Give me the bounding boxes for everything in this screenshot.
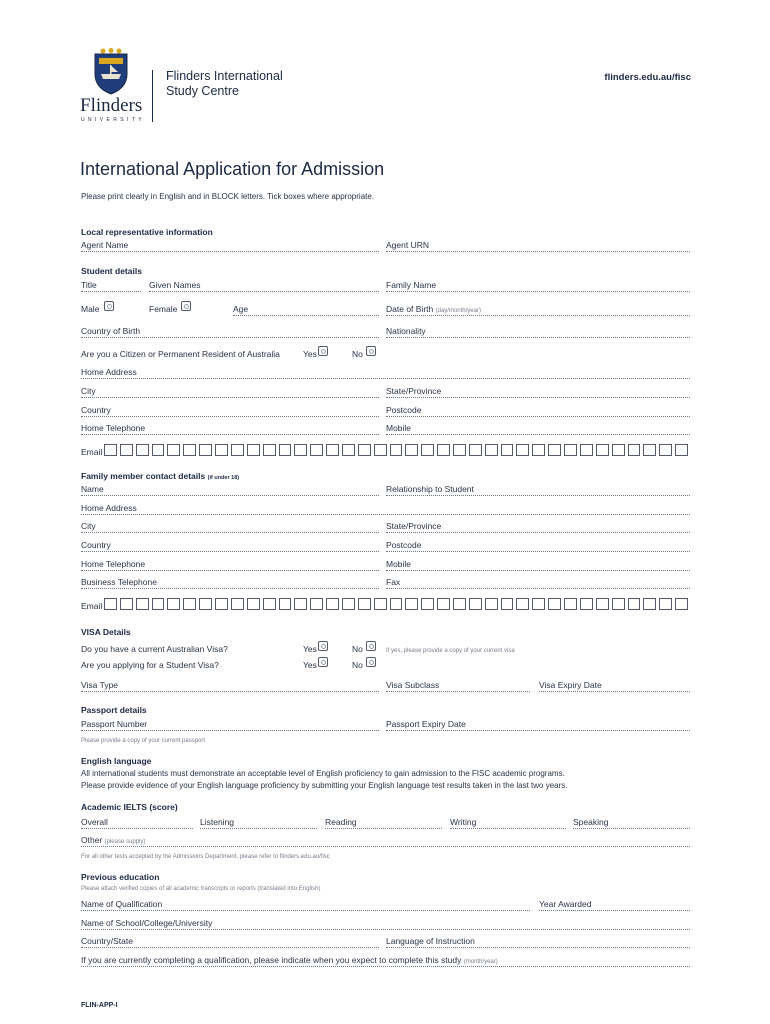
relationship-field[interactable]	[386, 495, 690, 496]
year-awarded-label: Year Awarded	[539, 899, 592, 909]
instructions-text: Please print clearly in English and in BLOCK letters. Tick boxes where appropriate.	[81, 192, 375, 201]
family-city-label: City	[81, 521, 96, 531]
email-char-box[interactable]	[390, 444, 403, 456]
dob-text: Date of Birth	[386, 304, 434, 314]
visa-subclass-label: Visa Subclass	[386, 680, 440, 690]
home-tel-label: Home Telephone	[81, 423, 146, 433]
family-heading-hint: (if under 18)	[207, 475, 240, 481]
business-tel-field[interactable]	[81, 588, 379, 589]
writing-label: Writing	[450, 817, 477, 827]
logo-wordmark: Flinders	[80, 95, 143, 116]
email-char-box[interactable]	[596, 444, 609, 456]
reading-label: Reading	[325, 817, 357, 827]
local-rep-heading: Local representative information	[81, 227, 213, 237]
email-char-box[interactable]	[199, 598, 212, 610]
family-heading	[81, 471, 239, 483]
family-state-label: State/Province	[386, 521, 442, 531]
form-code: FLIN-APP-I	[81, 1002, 118, 1009]
centre-name-line2: Study Centre	[166, 84, 239, 98]
email-char-box[interactable]	[167, 598, 180, 610]
dob-hint: (day/month/year)	[435, 308, 481, 314]
email-char-box[interactable]	[279, 444, 292, 456]
visa-type-field[interactable]	[81, 691, 379, 692]
header-divider	[152, 70, 153, 122]
male-label: Male	[81, 304, 100, 314]
home-tel-field[interactable]	[81, 434, 379, 435]
family-name-field[interactable]	[81, 495, 379, 496]
student-visa-yes-label: Yes	[303, 660, 317, 670]
flinders-crest-icon	[89, 48, 133, 96]
family-mobile-label: Mobile	[386, 559, 412, 569]
email-char-box[interactable]	[501, 444, 514, 456]
agent-name-label: Agent Name	[81, 240, 129, 250]
visa-current-yes-checkbox[interactable]	[318, 641, 328, 651]
visa-hint: If yes, please provide a copy of your current visa	[386, 648, 515, 654]
email-char-box[interactable]	[183, 598, 196, 610]
email-char-box[interactable]	[485, 444, 498, 456]
title-label: Title	[81, 280, 97, 290]
education-heading: Previous education	[81, 872, 160, 882]
student-visa-question: Are you applying for a Student Visa?	[81, 660, 219, 670]
email-char-box[interactable]	[326, 444, 339, 456]
email-char-box[interactable]	[294, 444, 307, 456]
language-label: Language of Instruction	[386, 936, 475, 946]
age-field[interactable]	[233, 315, 379, 316]
email-char-box[interactable]	[564, 444, 577, 456]
student-email-boxes[interactable]	[104, 444, 691, 456]
email-char-box[interactable]	[136, 444, 149, 456]
visa-expiry-label: Visa Expiry Date	[539, 680, 602, 690]
email-char-box[interactable]	[596, 598, 609, 610]
family-home-tel-field[interactable]	[81, 570, 379, 571]
passport-note: Please provide a copy of your current passport	[81, 738, 206, 744]
email-char-box[interactable]	[453, 598, 466, 610]
email-char-box[interactable]	[263, 598, 276, 610]
given-names-label: Given Names	[149, 280, 201, 290]
email-char-box[interactable]	[342, 598, 355, 610]
family-heading-text: Family member contact details	[81, 471, 206, 481]
email-char-box[interactable]	[453, 444, 466, 456]
english-note: For all other tests accepted by the Admissions Department, please refer to flinders.edu.au/fisc	[81, 854, 330, 860]
email-char-box[interactable]	[548, 444, 561, 456]
email-label: Email	[81, 447, 103, 457]
postcode-field[interactable]	[386, 416, 690, 417]
family-name-label: Family Name	[386, 280, 437, 290]
family-city-field[interactable]	[81, 532, 379, 533]
year-awarded-field[interactable]	[539, 910, 690, 911]
email-char-box[interactable]	[628, 444, 641, 456]
english-paragraph-1: All international students must demonstrate an acceptable level of English proficiency to gain admission to the FISC academic programs.	[81, 769, 565, 778]
email-char-box[interactable]	[120, 598, 133, 610]
city-label: City	[81, 386, 96, 396]
email-char-box[interactable]	[104, 444, 117, 456]
female-checkbox[interactable]	[181, 301, 191, 311]
email-char-box[interactable]	[548, 598, 561, 610]
email-char-box[interactable]	[247, 598, 260, 610]
nationality-label: Nationality	[386, 326, 426, 336]
mobile-field[interactable]	[386, 434, 690, 435]
country-of-birth-label: Country of Birth	[81, 326, 141, 336]
flinders-logo	[80, 48, 146, 128]
given-names-field[interactable]	[149, 291, 379, 292]
email-char-box[interactable]	[358, 598, 371, 610]
family-mobile-field[interactable]	[386, 570, 690, 571]
email-char-box[interactable]	[564, 598, 577, 610]
email-char-box[interactable]	[421, 598, 434, 610]
ielts-heading: Academic IELTS (score)	[81, 802, 178, 812]
school-field[interactable]	[81, 929, 690, 930]
age-label: Age	[233, 304, 249, 314]
email-char-box[interactable]	[421, 444, 434, 456]
english-paragraph-2: Please provide evidence of your English language proficiency by submitting your English language test results taken in the last two years.	[81, 781, 568, 790]
completing-hint: (month/year)	[463, 959, 498, 965]
home-address-field[interactable]	[81, 378, 690, 379]
writing-field[interactable]	[450, 828, 566, 829]
family-name-field[interactable]	[386, 291, 690, 292]
header-url[interactable]: flinders.edu.au/fisc	[604, 72, 691, 83]
mobile-label: Mobile	[386, 423, 412, 433]
visa-current-no-checkbox[interactable]	[366, 641, 376, 651]
email-char-box[interactable]	[643, 598, 656, 610]
state-field[interactable]	[386, 397, 690, 398]
family-country-field[interactable]	[81, 551, 379, 552]
email-char-box[interactable]	[247, 444, 260, 456]
female-label: Female	[149, 304, 178, 314]
family-state-field[interactable]	[386, 532, 690, 533]
email-char-box[interactable]	[516, 444, 529, 456]
country-label: Country	[81, 405, 111, 415]
email-char-box[interactable]	[120, 444, 133, 456]
email-char-box[interactable]	[374, 444, 387, 456]
email-char-box[interactable]	[199, 444, 212, 456]
qualification-field[interactable]	[81, 910, 530, 911]
title-field[interactable]	[81, 291, 141, 292]
email-char-box[interactable]	[358, 444, 371, 456]
email-char-box[interactable]	[104, 598, 117, 610]
email-char-box[interactable]	[659, 598, 672, 610]
email-char-box[interactable]	[310, 444, 323, 456]
education-note: Please attach verified copies of all academic transcripts or reports (translated into English)	[81, 886, 321, 892]
other-field[interactable]	[81, 846, 690, 847]
page-title: International Application for Admission	[80, 159, 385, 179]
overall-field[interactable]	[81, 828, 193, 829]
fax-label: Fax	[386, 577, 401, 587]
family-name-label: Name	[81, 484, 104, 494]
email-char-box[interactable]	[612, 444, 625, 456]
home-address-label: Home Address	[81, 367, 137, 377]
nationality-field[interactable]	[386, 337, 690, 338]
email-char-box[interactable]	[516, 598, 529, 610]
family-country-label: Country	[81, 540, 111, 550]
visa-expiry-field[interactable]	[539, 691, 690, 692]
speaking-label: Speaking	[573, 817, 609, 827]
dob-field[interactable]	[386, 315, 690, 316]
visa-heading: VISA Details	[81, 627, 131, 637]
citizen-no-label: No	[352, 349, 363, 359]
email-char-box[interactable]	[326, 598, 339, 610]
visa-type-label: Visa Type	[81, 680, 119, 690]
email-char-box[interactable]	[136, 598, 149, 610]
citizen-no-checkbox[interactable]	[366, 346, 376, 356]
relationship-label: Relationship to Student	[386, 484, 474, 494]
email-char-box[interactable]	[469, 598, 482, 610]
agent-urn-label: Agent URN	[386, 240, 429, 250]
family-email-boxes[interactable]	[104, 598, 691, 610]
email-char-box[interactable]	[374, 598, 387, 610]
student-visa-yes-checkbox[interactable]	[318, 657, 328, 667]
email-char-box[interactable]	[231, 598, 244, 610]
agent-urn-field[interactable]	[386, 251, 690, 252]
visa-current-question: Do you have a current Australian Visa?	[81, 644, 228, 654]
family-address-field[interactable]	[81, 514, 690, 515]
passport-number-label: Passport Number	[81, 719, 148, 729]
other-text: Other	[81, 835, 103, 845]
completing-field[interactable]	[81, 966, 690, 967]
agent-name-field[interactable]	[81, 251, 379, 252]
country-state-field[interactable]	[81, 947, 379, 948]
email-char-box[interactable]	[485, 598, 498, 610]
email-char-box[interactable]	[263, 444, 276, 456]
email-char-box[interactable]	[152, 598, 165, 610]
email-char-box[interactable]	[628, 598, 641, 610]
email-char-box[interactable]	[183, 444, 196, 456]
email-char-box[interactable]	[310, 598, 323, 610]
email-char-box[interactable]	[231, 444, 244, 456]
other-hint: (please supply)	[104, 839, 146, 845]
citizen-yes-label: Yes	[303, 349, 317, 359]
visa-subclass-field[interactable]	[386, 691, 530, 692]
email-char-box[interactable]	[405, 444, 418, 456]
email-char-box[interactable]	[532, 598, 545, 610]
country-state-label: Country/State	[81, 936, 133, 946]
citizen-yes-checkbox[interactable]	[318, 346, 328, 356]
country-field[interactable]	[81, 416, 379, 417]
email-char-box[interactable]	[437, 598, 450, 610]
school-label: Name of School/College/University	[81, 918, 213, 928]
email-char-box[interactable]	[612, 598, 625, 610]
family-postcode-label: Postcode	[386, 540, 422, 550]
email-char-box[interactable]	[580, 598, 593, 610]
completing-text: If you are currently completing a qualification, please indicate when you expect to complete this study	[81, 955, 462, 965]
fax-field[interactable]	[386, 588, 690, 589]
email-char-box[interactable]	[342, 444, 355, 456]
overall-label: Overall	[81, 817, 108, 827]
visa-current-yes-label: Yes	[303, 644, 317, 654]
email-char-box[interactable]	[501, 598, 514, 610]
listening-field[interactable]	[200, 828, 317, 829]
email-char-box[interactable]	[167, 444, 180, 456]
country-of-birth-field[interactable]	[81, 337, 379, 338]
qualification-label: Name of Qualification	[81, 899, 163, 909]
family-email-label: Email	[81, 601, 103, 611]
email-char-box[interactable]	[437, 444, 450, 456]
visa-current-no-label: No	[352, 644, 363, 654]
english-heading: English language	[81, 756, 152, 766]
email-char-box[interactable]	[405, 598, 418, 610]
family-home-tel-label: Home Telephone	[81, 559, 146, 569]
postcode-label: Postcode	[386, 405, 422, 415]
family-address-label: Home Address	[81, 503, 137, 513]
student-visa-no-label: No	[352, 660, 363, 670]
email-char-box[interactable]	[215, 444, 228, 456]
family-postcode-field[interactable]	[386, 551, 690, 552]
male-checkbox[interactable]	[104, 301, 114, 311]
email-char-box[interactable]	[294, 598, 307, 610]
citizen-question: Are you a Citizen or Permanent Resident of Australia	[81, 349, 280, 359]
email-char-box[interactable]	[675, 598, 688, 610]
listening-label: Listening	[200, 817, 235, 827]
state-label: State/Province	[386, 386, 442, 396]
passport-expiry-label: Passport Expiry Date	[386, 719, 466, 729]
passport-heading: Passport details	[81, 705, 147, 715]
email-char-box[interactable]	[675, 444, 688, 456]
student-heading: Student details	[81, 266, 142, 276]
email-char-box[interactable]	[215, 598, 228, 610]
email-char-box[interactable]	[580, 444, 593, 456]
language-field[interactable]	[386, 947, 690, 948]
logo-university: UNIVERSITY	[81, 117, 146, 123]
email-char-box[interactable]	[152, 444, 165, 456]
email-char-box[interactable]	[532, 444, 545, 456]
email-char-box[interactable]	[659, 444, 672, 456]
email-char-box[interactable]	[643, 444, 656, 456]
email-char-box[interactable]	[279, 598, 292, 610]
email-char-box[interactable]	[469, 444, 482, 456]
student-visa-no-checkbox[interactable]	[366, 657, 376, 667]
centre-name-line1: Flinders International	[166, 69, 283, 83]
passport-expiry-field[interactable]	[386, 730, 690, 731]
business-tel-label: Business Telephone	[81, 577, 157, 587]
speaking-field[interactable]	[573, 828, 690, 829]
reading-field[interactable]	[325, 828, 442, 829]
city-field[interactable]	[81, 397, 379, 398]
passport-number-field[interactable]	[81, 730, 379, 731]
email-char-box[interactable]	[390, 598, 403, 610]
